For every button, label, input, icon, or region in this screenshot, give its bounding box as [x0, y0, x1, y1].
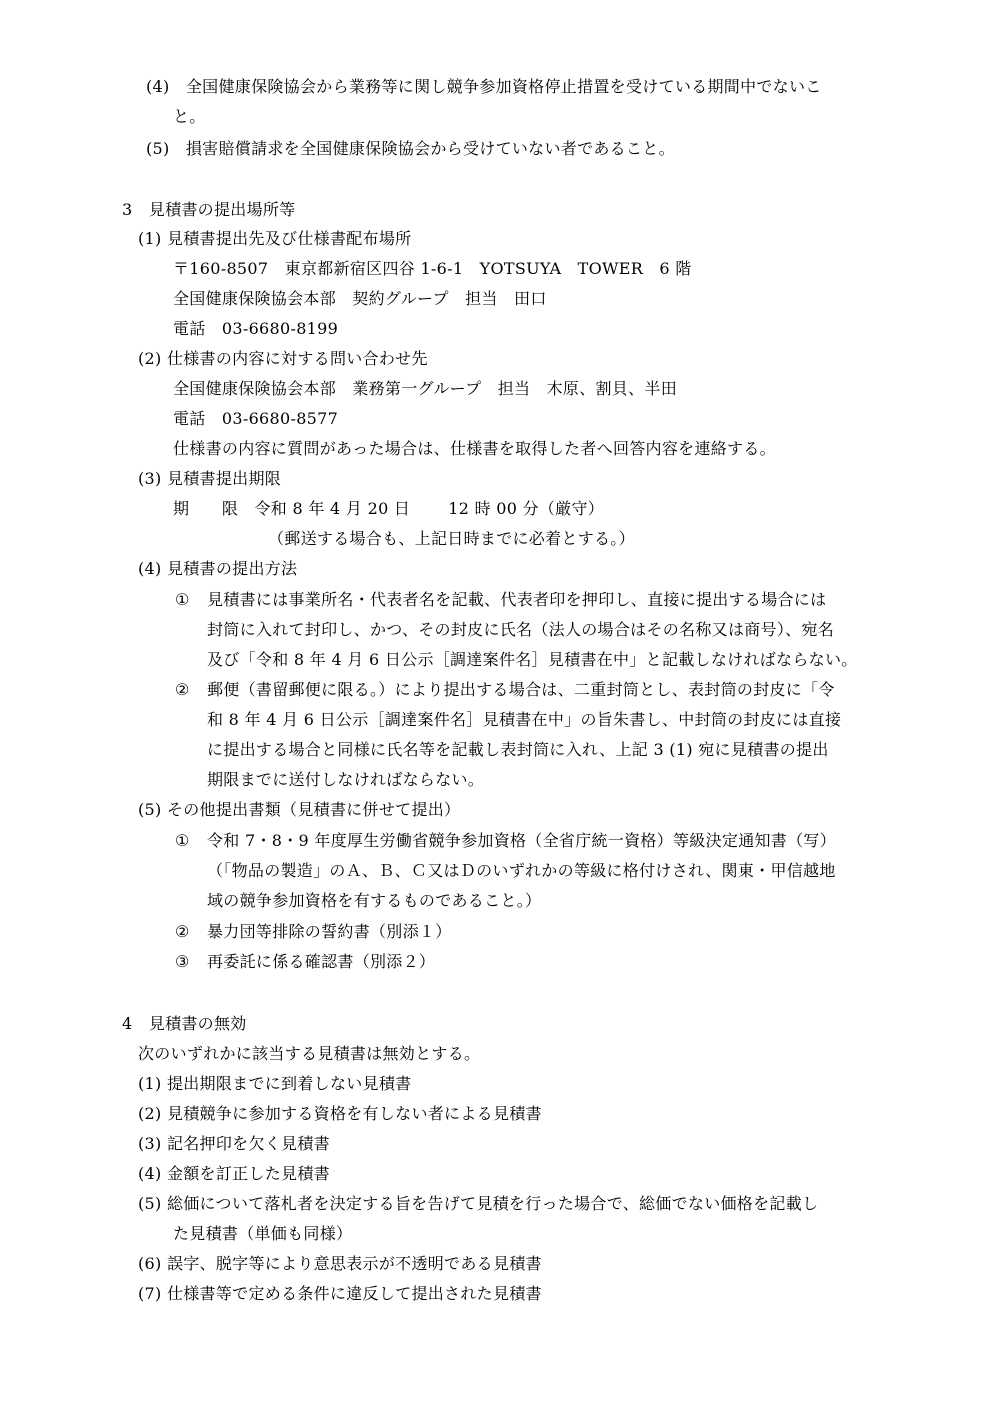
sec3-sub4-item2-line4: 期限までに送付しなければならない。 [207, 770, 485, 789]
sec3-sub5-item3: 再委託に係る確認書（別添２） [207, 952, 436, 971]
sec3-sub4-item1-line3: 及び「令和 8 年 4 月 6 日公示［調達案件名］見積書在中」と記載しなければならない。 [207, 650, 858, 669]
sec3-sub1-address: 〒160-8507 東京都新宿区四谷 1-6-1 YOTSUYA TOWER 6 階 [173, 259, 692, 278]
sec3-sub4-item2-mark: ② [175, 680, 190, 699]
sec3-sub4-item2-line2: 和 8 年 4 月 6 日公示［調達案件名］見積書在中」の旨朱書し、中封筒の封皮には直接 [207, 710, 842, 729]
sec4-item5-line1: (5) 総価について落札者を決定する旨を告げて見積を行った場合で、総価でない価格を記載し [138, 1194, 819, 1213]
sec3-sub3-note: （郵送する場合も、上記日時までに必着とする。） [268, 529, 635, 548]
sec3-sub4-item1-mark: ① [175, 590, 190, 609]
sec4-item3: (3) 記名押印を欠く見積書 [138, 1134, 330, 1153]
sec2-item4-line1: (4) 全国健康保険協会から業務等に関し競争参加資格停止措置を受けている期間中でないこ [146, 77, 822, 96]
sec3-sub3-deadline: 期 限 令和 8 年 4 月 20 日 12 時 00 分（厳守） [173, 499, 605, 518]
sec4-item7: (7) 仕様書等で定める条件に違反して提出された見積書 [138, 1284, 542, 1303]
sec2-item4-line2: と。 [173, 107, 206, 126]
sec3-sub5-item1-line2: （「物品の製造」のＡ、Ｂ、Ｃ又はＤのいずれかの等級に格付けされ、関東・甲信越地 [207, 861, 836, 880]
sec3-sub5-item1-mark: ① [175, 831, 190, 850]
sec3-sub4-title: (4) 見積書の提出方法 [138, 559, 298, 578]
sec3-sub4-item1-line2: 封筒に入れて封印し、かつ、その封皮に氏名（法人の場合はその名称又は商号）、宛名 [207, 620, 835, 639]
sec3-sub5-item2: 暴力団等排除の誓約書（別添１） [207, 922, 452, 941]
sec3-sub1-office: 全国健康保険協会本部 契約グループ 担当 田口 [173, 289, 547, 308]
sec4-item5-line2: た見積書（単価も同様） [173, 1224, 353, 1243]
sec3-sub1-phone: 電話 03-6680-8199 [173, 319, 339, 338]
sec3-sub2-title: (2) 仕様書の内容に対する問い合わせ先 [138, 349, 428, 368]
sec3-sub5-item1-line1: 令和 7・8・9 年度厚生労働省競争参加資格（全省庁統一資格）等級決定通知書（写） [207, 831, 837, 850]
sec4-item2: (2) 見積競争に参加する資格を有しない者による見積書 [138, 1104, 542, 1123]
sec3-sub2-office: 全国健康保険協会本部 業務第一グループ 担当 木原、割貝、半田 [173, 379, 678, 398]
sec4-item4: (4) 金額を訂正した見積書 [138, 1164, 330, 1183]
sec3-sub5-item1-line3: 域の競争参加資格を有するものであること。） [207, 891, 542, 910]
sec3-sub2-note: 仕様書の内容に質問があった場合は、仕様書を取得した者へ回答内容を連絡する。 [173, 439, 776, 458]
sec3-sub2-phone: 電話 03-6680-8577 [173, 409, 339, 428]
sec4-heading: 4 見積書の無効 [122, 1014, 247, 1033]
sec3-sub4-item1-line1: 見積書には事業所名・代表者名を記載、代表者印を押印し、直接に提出する場合には [207, 590, 827, 609]
sec4-item1: (1) 提出期限までに到着しない見積書 [138, 1074, 412, 1093]
sec3-sub5-item3-mark: ③ [175, 952, 190, 971]
sec3-sub5-item2-mark: ② [175, 922, 190, 941]
sec3-sub1-title: (1) 見積書提出先及び仕様書配布場所 [138, 229, 412, 248]
sec4-item6: (6) 誤字、脱字等により意思表示が不透明である見積書 [138, 1254, 542, 1273]
sec2-item5: (5) 損害賠償請求を全国健康保険協会から受けていない者であること。 [146, 139, 675, 158]
sec3-sub3-title: (3) 見積書提出期限 [138, 469, 282, 488]
sec3-heading: 3 見積書の提出場所等 [122, 200, 296, 219]
sec3-sub4-item2-line1: 郵便（書留郵便に限る。）により提出する場合は、二重封筒とし、表封筒の封皮に「令 [207, 680, 835, 699]
sec4-intro: 次のいずれかに該当する見積書は無効とする。 [138, 1044, 481, 1063]
sec3-sub4-item2-line3: に提出する場合と同様に氏名等を記載し表封筒に入れ、上記 3 (1) 宛に見積書の提出 [207, 740, 829, 759]
sec3-sub5-title: (5) その他提出書類（見積書に併せて提出） [138, 800, 461, 819]
